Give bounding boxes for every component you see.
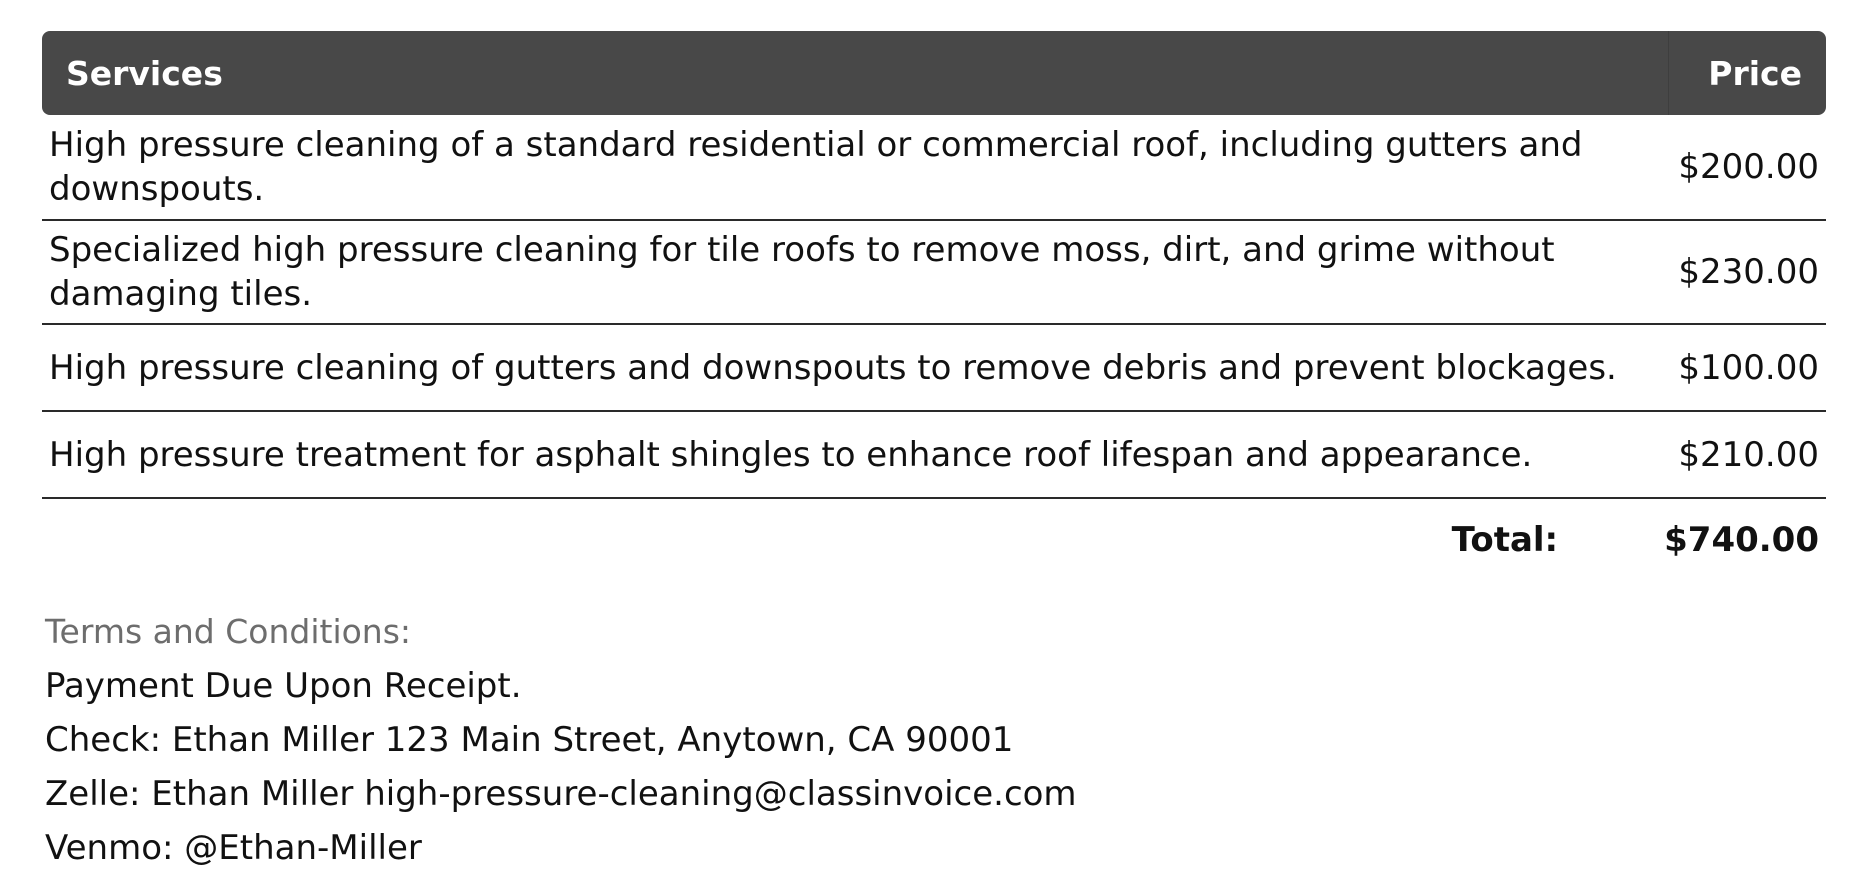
terms-check-info: Check: Ethan Miller 123 Main Street, Anytown, CA 90001 <box>45 720 1014 760</box>
table-row <box>42 115 1826 220</box>
service-description: High pressure cleaning of gutters and downspouts to remove debris and prevent blockages. <box>42 324 1668 411</box>
total-row <box>42 499 1826 581</box>
total-label: Total: <box>1451 520 1559 560</box>
price-column-header: Price <box>1668 31 1826 115</box>
terms-payment-due: Payment Due Upon Receipt. <box>45 666 522 706</box>
invoice-document <box>42 31 1826 875</box>
service-price: $210.00 <box>1668 411 1826 498</box>
service-description: High pressure cleaning of a standard residential or commercial roof, including gutters and downspouts. <box>42 115 1668 220</box>
table-row <box>42 220 1826 324</box>
terms-zelle-info: Zelle: Ethan Miller high-pressure-cleaning@classinvoice.com <box>45 774 1077 814</box>
table-row <box>42 411 1826 498</box>
terms-title: Terms and Conditions: <box>45 612 412 651</box>
service-description: Specialized high pressure cleaning for tile roofs to remove moss, dirt, and grime without damaging tiles. <box>42 220 1668 324</box>
service-price: $100.00 <box>1668 324 1826 411</box>
terms-venmo-info: Venmo: @Ethan-Miller <box>45 828 422 868</box>
terms-section <box>42 605 1826 875</box>
service-description: High pressure treatment for asphalt shingles to enhance roof lifespan and appearance. <box>42 411 1668 498</box>
table-header-row <box>42 31 1826 115</box>
service-price: $230.00 <box>1668 220 1826 324</box>
total-value: $740.00 <box>1664 520 1819 560</box>
table-row <box>42 324 1826 411</box>
services-table <box>42 31 1826 499</box>
service-price: $200.00 <box>1668 115 1826 220</box>
services-column-header: Services <box>42 31 1668 115</box>
